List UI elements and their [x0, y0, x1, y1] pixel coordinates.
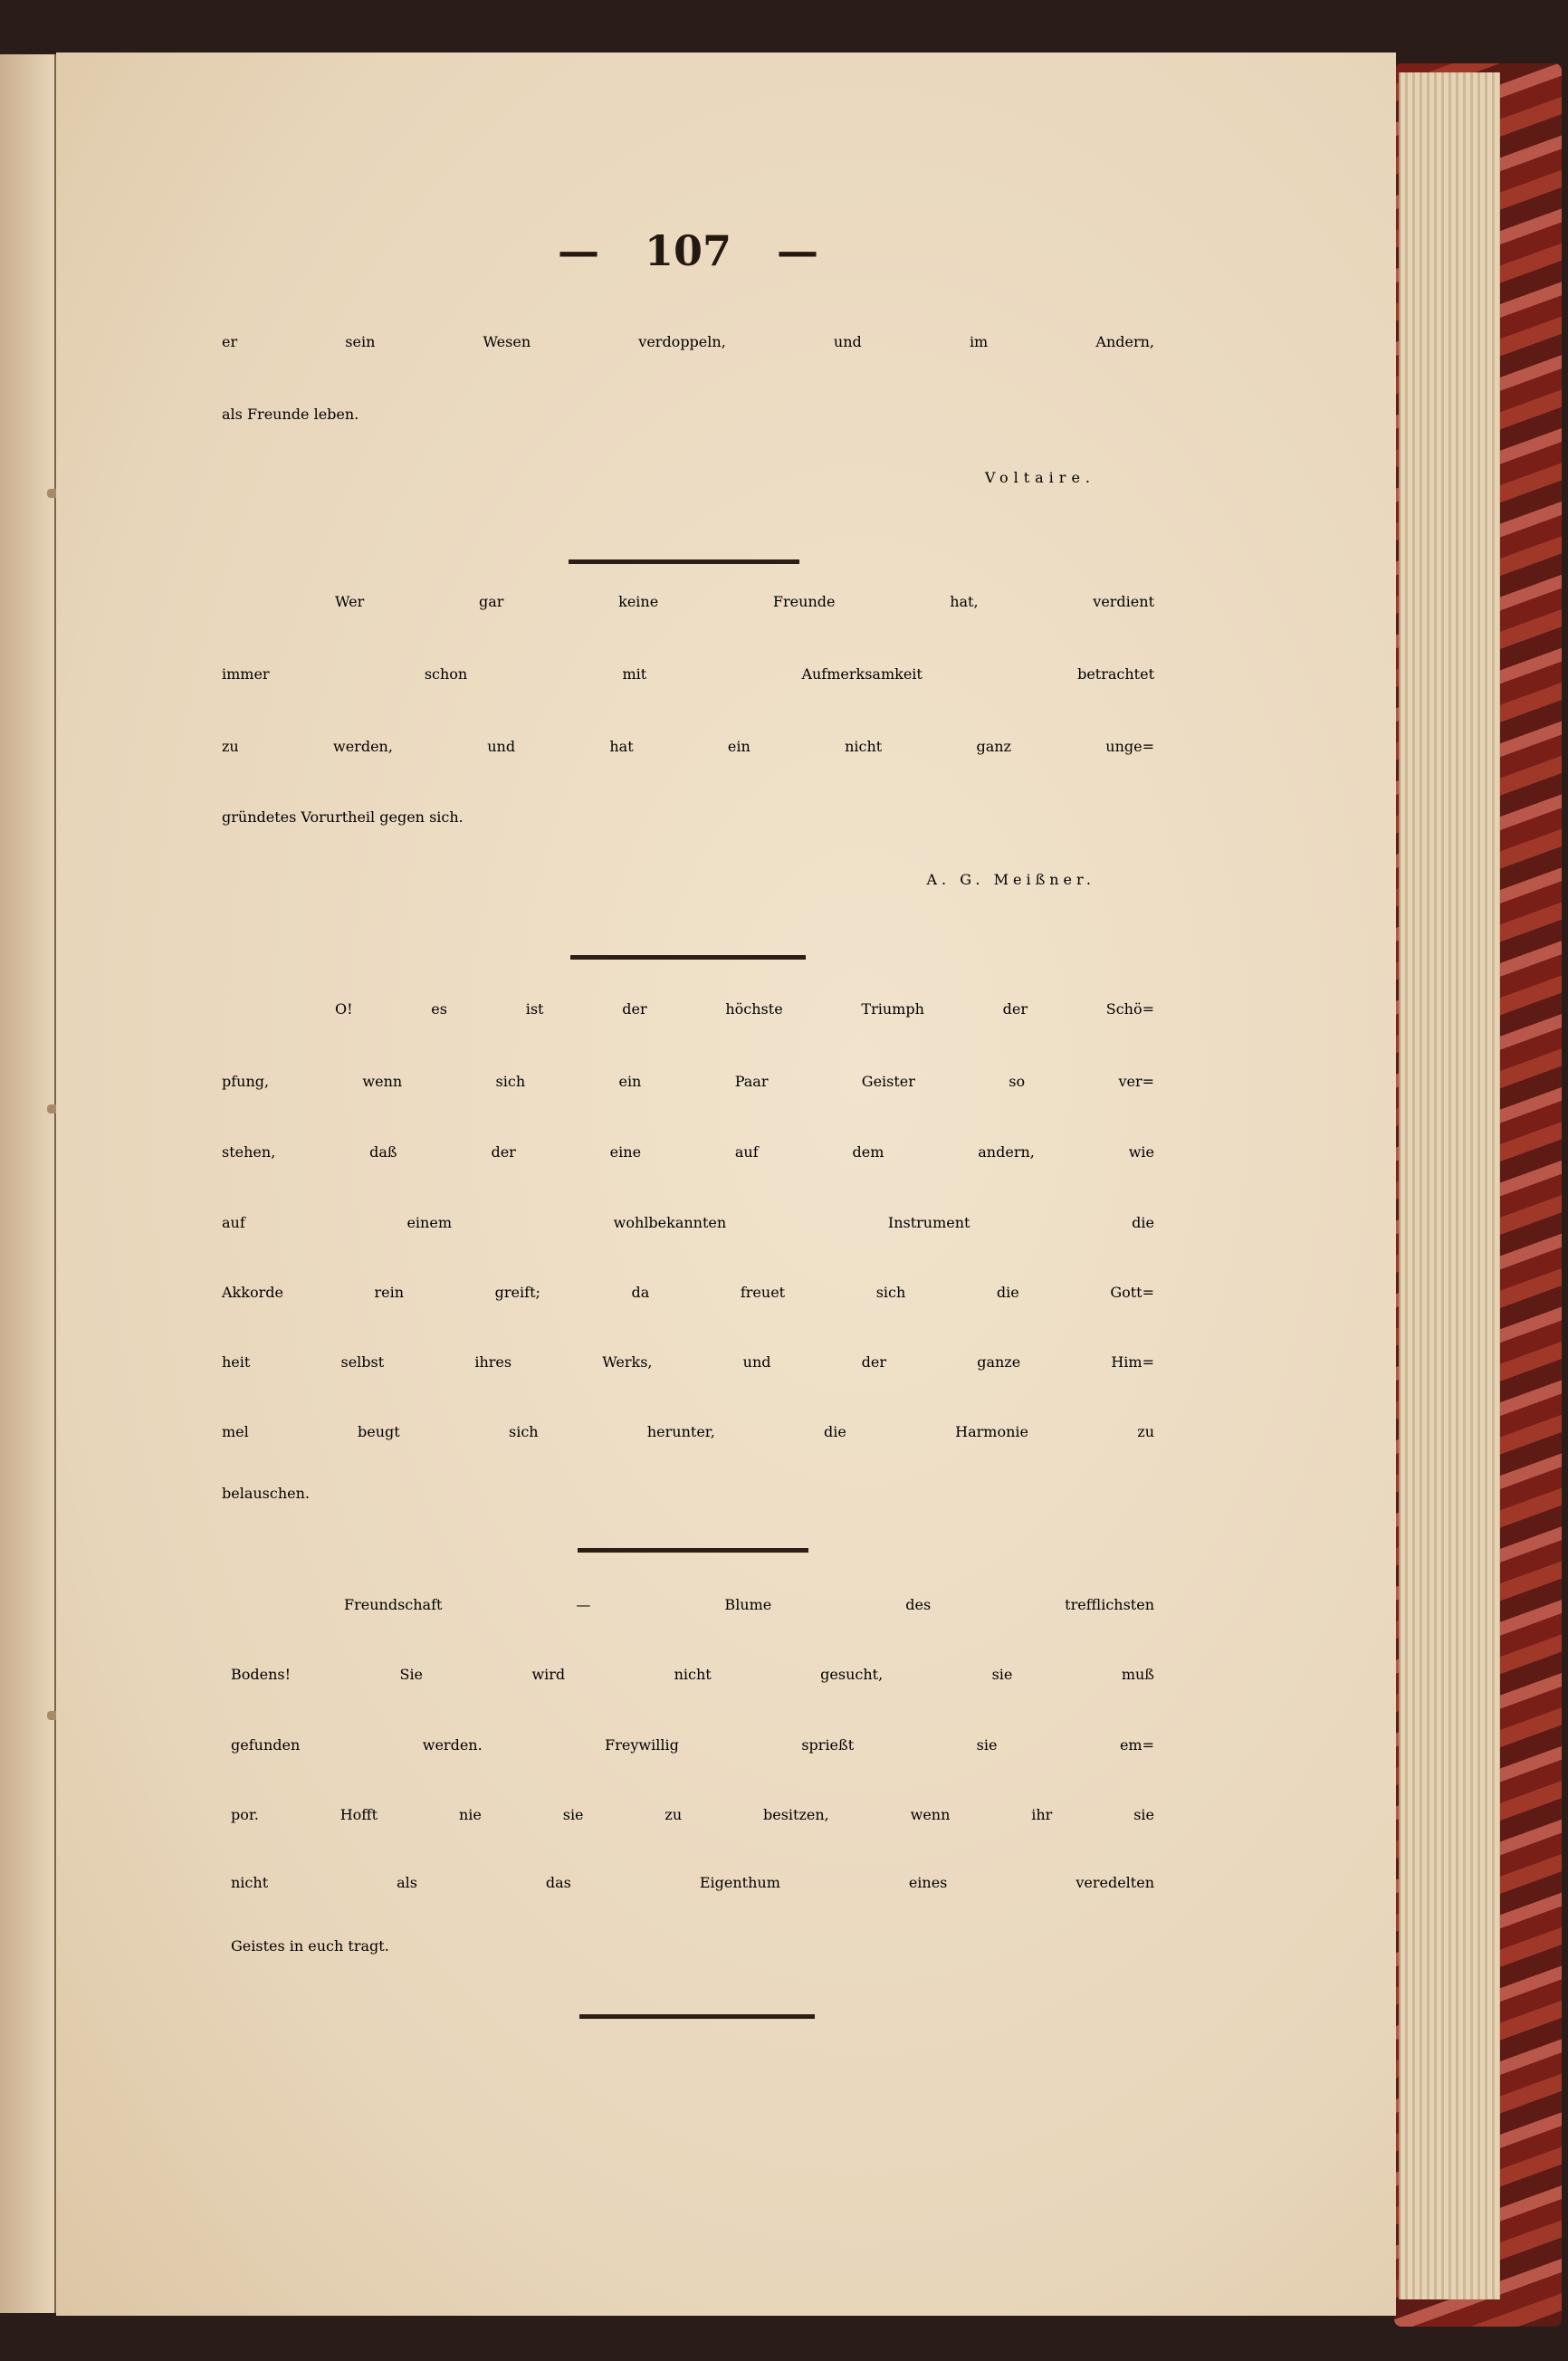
- book-page: [56, 53, 1396, 2316]
- text-line: nicht als das Eigenthum eines veredelten: [231, 1874, 1154, 1891]
- text-line: immer schon mit Aufmerksamkeit betrachtet: [222, 665, 1154, 683]
- section-divider: [570, 955, 806, 960]
- header-dash-left: —: [557, 226, 599, 275]
- header-dash-right: —: [777, 226, 819, 275]
- page-block-edge: [1399, 72, 1500, 2299]
- text-line: por. Hofft nie sie zu besitzen, wenn ihr sie: [231, 1806, 1154, 1823]
- section-divider: [579, 2014, 815, 2019]
- text-line: als Freunde leben.: [222, 406, 359, 423]
- text-line: O! es ist der höchste Triumph der Schö=: [335, 1000, 1154, 1018]
- author-attribution: Voltaire.: [984, 469, 1095, 486]
- page-number: 107: [644, 226, 732, 275]
- text-line: Wer gar keine Freunde hat, verdient: [335, 593, 1154, 610]
- facing-page-edge: [0, 54, 57, 2313]
- text-line: stehen, daß der eine auf dem andern, wie: [222, 1143, 1154, 1161]
- text-line: zu werden, und hat ein nicht ganz unge=: [222, 738, 1154, 755]
- text-line: pfung, wenn sich ein Paar Geister so ver=: [222, 1073, 1154, 1090]
- text-line: Akkorde rein greift; da freuet sich die Gott=: [222, 1284, 1154, 1301]
- page-header: [543, 226, 833, 290]
- text-line: Freundschaft — Blume des trefflichsten: [344, 1596, 1154, 1613]
- text-line: Geistes in euch tragt.: [231, 1937, 389, 1955]
- text-line: Bodens! Sie wird nicht gesucht, sie muß: [231, 1666, 1154, 1683]
- text-line: heit selbst ihres Werks, und der ganze Him=: [222, 1353, 1154, 1371]
- text-line: belauschen.: [222, 1485, 311, 1502]
- section-divider: [569, 559, 799, 564]
- author-attribution: A. G. Meißner.: [926, 871, 1095, 888]
- text-line: mel beugt sich herunter, die Harmonie zu: [222, 1423, 1154, 1440]
- text-line: gründetes Vorurtheil gegen sich.: [222, 808, 464, 826]
- text-line: gefunden werden. Freywillig sprießt sie em=: [231, 1736, 1154, 1754]
- section-divider: [578, 1548, 808, 1553]
- text-line: auf einem wohlbekannten Instrument die: [222, 1214, 1154, 1231]
- text-line: er sein Wesen verdoppeln, und im Andern,: [222, 333, 1154, 350]
